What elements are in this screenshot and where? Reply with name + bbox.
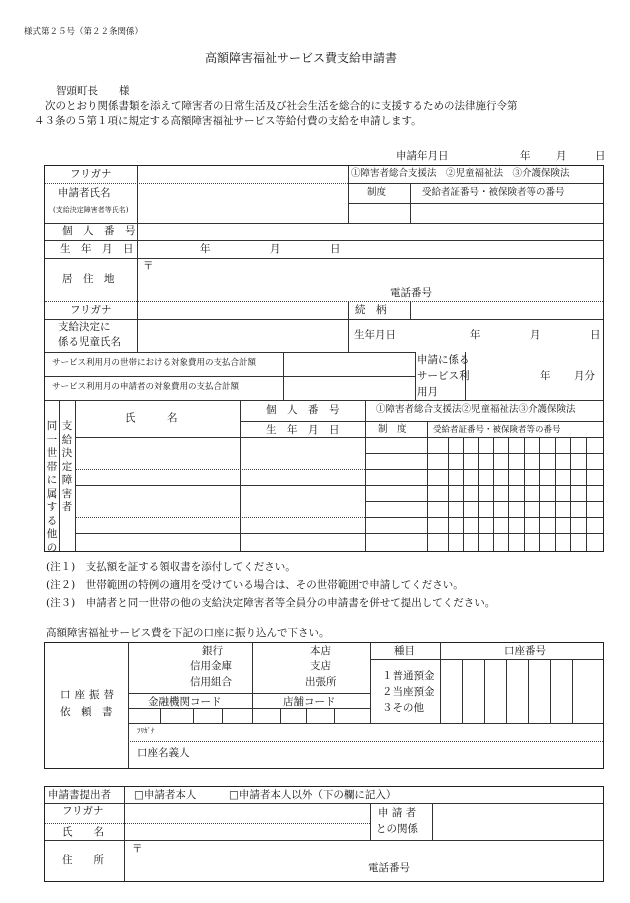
bank-instruction: 高額障害福祉サービス費を下記の口座に振り込んで下さい。 xyxy=(46,627,330,639)
submitter-address-label: 住 所 xyxy=(62,854,104,866)
birthdate-month: 月 xyxy=(270,243,281,255)
transfer-request-label-2: 依 頼 書 xyxy=(60,706,113,718)
household-system-header: 制 度 xyxy=(378,424,407,435)
personal-number-label: 個 人 番 号 xyxy=(62,225,136,237)
household-personal-number-header: 個 人 番 号 xyxy=(266,404,340,416)
application-date-month: 月 xyxy=(556,150,567,162)
sub-branch-label: 出張所 xyxy=(305,676,337,688)
bank-label: 銀行 xyxy=(202,645,223,657)
service-month-label-1: 申請に係る xyxy=(417,354,470,366)
bank-code-label: 金融機関コード xyxy=(148,696,222,708)
submitter-phone-label: 電話番号 xyxy=(368,862,410,874)
application-date-year: 年 xyxy=(520,150,531,162)
note-3: (注３) 申請者と同一世帯の他の支給決定障害者等全員分の申請書を併せて提出してください。 xyxy=(46,597,496,609)
birthdate-label: 生 年 月 日 xyxy=(60,243,134,255)
submitter-postal-mark: 〒 xyxy=(132,843,143,855)
household-name-header: 氏 名 xyxy=(125,412,178,424)
submitter-relation-label-1: 申 請 者 xyxy=(378,807,417,819)
household-outer-label: 同一世帯に属する他の xyxy=(46,420,58,554)
service-month-year: 年 xyxy=(540,370,551,382)
child-birthdate-year: 年 xyxy=(470,329,481,341)
law-options: ①障害者総合支援法 ②児童福祉法 ③介護保険法 xyxy=(351,168,570,179)
household-inner-label: 支給決定障害者 xyxy=(61,420,73,513)
birthdate-day: 日 xyxy=(330,243,341,255)
ordinary-deposit: １普通預金 xyxy=(382,670,435,682)
branch-label: 支店 xyxy=(310,660,331,672)
relation-label: 続 柄 xyxy=(355,304,387,316)
address-label: 居 住 地 xyxy=(62,273,115,285)
child-birthdate-month: 月 xyxy=(530,329,541,341)
child-birthdate-label: 生年月日 xyxy=(354,329,396,341)
submitter-other-checkbox[interactable]: □申請者本人以外（下の欄に記入） xyxy=(229,789,397,801)
service-month-unit: 月分 xyxy=(574,370,595,382)
postal-mark: 〒 xyxy=(143,260,154,272)
addressee: 智頭町長 様 xyxy=(56,85,130,97)
child-name-label-1: 支給決定に xyxy=(58,321,111,333)
submitter-self-checkbox[interactable]: □申請者本人 xyxy=(134,789,197,801)
household-total-label: サービス利用月の世帯における対象費用の支払合計額 xyxy=(52,358,257,368)
submitter-furigana-label: フリガナ xyxy=(62,805,104,817)
submitter-label: 申請書提出者 xyxy=(48,789,111,801)
shinkin-label: 信用金庫 xyxy=(190,660,232,672)
account-number-label: 口座番号 xyxy=(504,645,546,657)
birthdate-year: 年 xyxy=(200,243,211,255)
note-2: (注２) 世帯範囲の特例の適用を受けている場合は、その世帯範囲で申請してください。 xyxy=(46,579,464,591)
submitter-name-label: 氏 名 xyxy=(62,826,104,838)
furigana-label-2: フリガナ xyxy=(70,304,112,316)
household-law-options: ①障害者総合支援法②児童福祉法③介護保険法 xyxy=(376,404,576,415)
account-holder-label: 口座名義人 xyxy=(137,747,190,759)
current-deposit: ２当座預金 xyxy=(382,686,435,698)
intro-text-line2: ４３条の５第１項に規定する高額障害福祉サービス等給付費の支給を申請します。 xyxy=(34,115,422,127)
head-office-label: 本店 xyxy=(310,645,331,657)
applicant-name-label: 申請者氏名 xyxy=(58,187,111,199)
form-number: 様式第２５号（第２２条関係） xyxy=(24,27,144,37)
child-name-label-2: 係る児童氏名 xyxy=(58,336,121,348)
note-1: (注１) 支払額を証する領収書を添付してください。 xyxy=(46,561,296,573)
applicant-total-label: サービス利用月の申請者の対象費用の支払合計額 xyxy=(52,382,240,392)
household-recipient-number-header: 受給者証番号・被保険者等の番号 xyxy=(433,425,561,435)
submitter-relation-label-2: との関係 xyxy=(376,823,418,835)
application-date-label: 申請年月日 xyxy=(396,150,449,162)
system-label: 制度 xyxy=(367,187,387,198)
service-month-label-3: 用月 xyxy=(417,386,438,398)
form-title: 高額障害福祉サービス費支給申請書 xyxy=(205,51,398,65)
application-date-day: 日 xyxy=(595,150,606,162)
intro-text-line1: 次のとおり関係書類を添えて障害者の日常生活及び社会生活を総合的に支援するための法律施行令第 xyxy=(45,100,518,112)
applicant-name-note: (支給決定障害者等氏名) xyxy=(53,206,129,214)
service-month-label-2: サービス利 xyxy=(417,370,470,382)
recipient-number-label: 受給者証番号・被保険者等の番号 xyxy=(422,187,565,198)
phone-label: 電話番号 xyxy=(390,287,432,299)
furigana-label: フリガナ xyxy=(70,168,112,180)
account-type-label: 種目 xyxy=(394,645,415,657)
household-birthdate-header: 生 年 月 日 xyxy=(266,424,340,436)
holder-furigana-label: ﾌﾘｶﾞﾅ xyxy=(137,727,155,735)
transfer-request-label-1: 口座振替 xyxy=(60,689,118,701)
kumiai-label: 信用組合 xyxy=(190,676,232,688)
branch-code-label: 店舗コード xyxy=(283,696,336,708)
child-birthdate-day: 日 xyxy=(590,329,601,341)
other-deposit: ３その他 xyxy=(382,702,424,714)
